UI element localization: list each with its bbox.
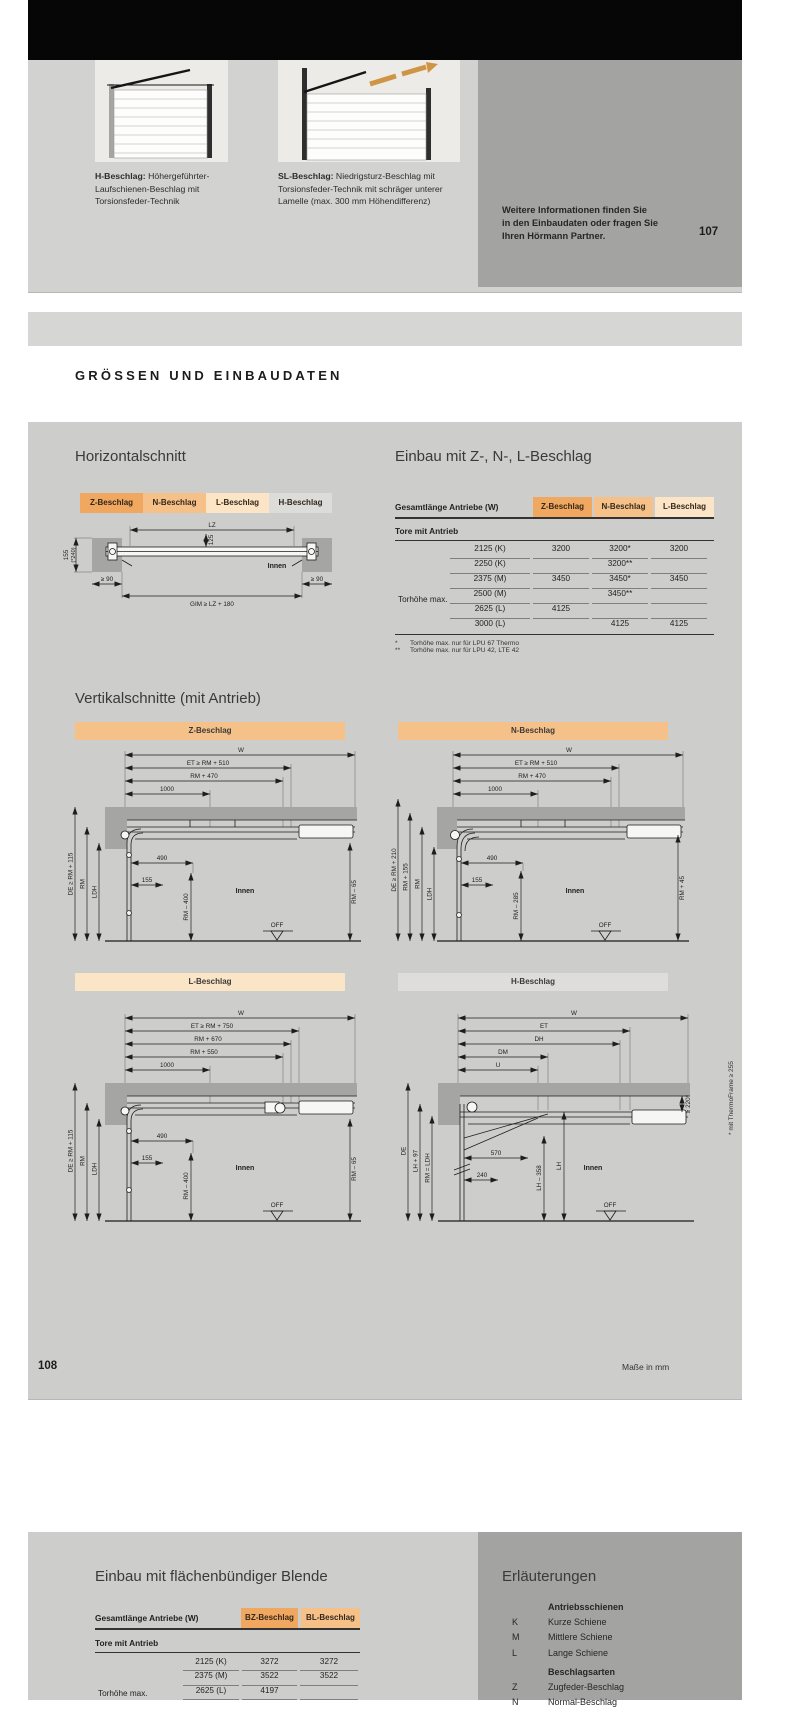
cell-z: 4125 <box>533 604 589 619</box>
col-header-antriebe: Gesamtlänge Antriebe (W) <box>395 502 499 512</box>
footnote-text: Torhöhe max. nur für LPU 67 Thermo <box>410 640 520 647</box>
page-107-shadow <box>28 292 742 293</box>
page-number-107: 107 <box>699 226 719 238</box>
structure <box>438 1083 694 1221</box>
dim-et: ET ≥ RM + 510 <box>514 760 558 767</box>
dim-155: 155 <box>471 877 483 884</box>
page-107-sidebar <box>478 60 742 287</box>
einbau-table-header <box>395 497 714 517</box>
cell-l: 4125 <box>669 618 689 628</box>
tab-h-beschlag[interactable]: H-Beschlag <box>269 493 332 513</box>
off-label: OFF <box>603 1202 617 1209</box>
einbau-table <box>395 497 714 654</box>
table-row <box>95 1671 360 1686</box>
cell-height: 2625 (L) <box>450 604 530 619</box>
cell-height: 2375 (M) <box>450 574 530 589</box>
legend-group1-title <box>512 1602 722 1617</box>
off-label: OFF <box>270 1202 284 1209</box>
dim-ldh: LDH <box>426 887 434 901</box>
structure <box>105 1083 361 1221</box>
info-note-line3: Ihren Hörmann Partner. <box>502 231 606 241</box>
dim-220: ≥ 220* <box>685 1094 692 1114</box>
divider <box>95 1652 360 1653</box>
cell-l <box>651 589 707 604</box>
col-header-antriebe: Gesamtlänge Antriebe (W) <box>95 1613 199 1623</box>
n-beschlag-diagram <box>390 743 693 963</box>
sl-beschlag-caption-label: SL-Beschlag: <box>278 171 334 181</box>
sl-beschlag-caption-text: Niedrigsturz-Beschlag mit Torsionsfeder-Technik mit schräger unterer Lamelle (max. 300 mm Höhendifferenz) <box>278 171 443 206</box>
table-row <box>395 619 714 634</box>
innen-label: Innen <box>267 563 287 570</box>
beschlag-tabs <box>80 493 332 513</box>
dim-125: 125 <box>208 534 215 546</box>
page-108-top-strip <box>28 312 742 346</box>
dim-et: ET <box>539 1023 549 1030</box>
cell-l: 3450 <box>651 574 707 589</box>
page-108-heading-band <box>28 346 742 422</box>
section-tore-mit-antrieb: Tore mit Antrieb <box>395 525 459 536</box>
tab-l-beschlag[interactable]: L-Beschlag <box>206 493 269 513</box>
dim-rm-65: RM – 65 <box>351 880 358 904</box>
cell-bl <box>300 1686 358 1701</box>
off-symbol <box>263 1202 293 1220</box>
legend <box>512 1602 722 1712</box>
legend-key: N <box>512 1697 519 1708</box>
off-symbol <box>596 1202 626 1220</box>
innen-label: Innen <box>565 888 585 895</box>
door-post-left <box>302 68 307 160</box>
cell-n: 3200* <box>592 544 648 559</box>
dim-1000: 1000 <box>159 786 175 793</box>
dim-w: W <box>238 747 244 754</box>
h-beschlag-caption-text: Höhergeführter-Laufschienen-Beschlag mit Torsionsfeder-Technik <box>95 171 210 206</box>
dim-rm-285: RM – 285 <box>513 892 520 920</box>
page-108-shadow <box>28 1399 742 1400</box>
dim-240: (*240) <box>71 547 77 563</box>
dim-rm45: RM + 45 <box>679 876 686 900</box>
dim-lh97: LH + 97 <box>412 1149 420 1173</box>
h-beschlag-illustration <box>95 60 228 162</box>
dim-ldh: LDH <box>91 885 99 899</box>
footnote-text: Torhöhe max. nur für LPU 42, LTE 42 <box>410 647 520 654</box>
blende-table <box>95 1608 360 1700</box>
legend-key: Z <box>512 1681 518 1692</box>
cell-height: 2125 (K) <box>183 1657 239 1672</box>
page-number-108: 108 <box>38 1360 58 1372</box>
cell-n: 3450** <box>592 589 648 604</box>
divider <box>395 540 714 541</box>
z-beschlag-diagram <box>65 743 365 963</box>
banner-h-beschlag: H-Beschlag <box>398 973 668 991</box>
legend-key: M <box>512 1632 520 1643</box>
dim-155: 155 <box>141 1155 153 1162</box>
dim-rm-400: RM – 400 <box>183 1172 190 1200</box>
door-post-left <box>109 84 114 158</box>
cell-bl: 3272 <box>300 1657 358 1672</box>
cell-z: 3200 <box>533 544 589 559</box>
legend-text: Kurze Schiene <box>548 1617 607 1628</box>
dim-rm670: RM + 670 <box>194 1036 222 1043</box>
structure <box>105 807 361 941</box>
door-leaf <box>307 94 426 160</box>
col-z-beschlag: Z-Beschlag <box>533 497 592 517</box>
legend-item <box>512 1697 722 1712</box>
cell-l <box>651 559 707 574</box>
dim-de: DE <box>400 1146 408 1156</box>
blende-title: Einbau mit flächenbündiger Blende <box>95 1568 328 1585</box>
divider <box>395 634 714 636</box>
dim-rm470: RM + 470 <box>518 773 546 780</box>
dim-w: W <box>571 1010 577 1017</box>
legend-item <box>512 1617 722 1632</box>
cell-n <box>592 604 648 619</box>
dim-lh: LH <box>556 1161 563 1171</box>
tab-n-beschlag[interactable]: N-Beschlag <box>143 493 206 513</box>
l-beschlag-diagram <box>65 1008 365 1243</box>
legend-group2-title <box>512 1667 722 1682</box>
table-row <box>395 544 714 559</box>
cell-n: 3450* <box>592 574 648 589</box>
table-row <box>95 1657 360 1672</box>
dim-ldh: LDH <box>91 1162 99 1176</box>
off-symbol <box>591 922 621 940</box>
dim-rm-ldh: RM = LDH <box>424 1153 432 1183</box>
banner-n-beschlag: N-Beschlag <box>398 722 668 740</box>
h-beschlag-diagram <box>398 1008 698 1243</box>
legend-key: K <box>512 1617 519 1628</box>
einbau-title: Einbau mit Z-, N-, L-Beschlag <box>395 448 592 465</box>
horizontalschnitt-title: Horizontalschnitt <box>75 448 186 465</box>
dim-90-left: ≥ 90 <box>100 576 114 583</box>
col-l-beschlag: L-Beschlag <box>655 497 714 517</box>
dim-rm: RM <box>79 879 87 889</box>
innen-label: Innen <box>235 1165 255 1172</box>
dim-et: ET ≥ RM + 750 <box>190 1023 234 1030</box>
door-leaf <box>114 90 207 158</box>
dim-lh-358: LH – 358 <box>536 1165 543 1191</box>
einbau-table-body <box>395 544 714 634</box>
cell-z: 3450 <box>533 574 589 589</box>
cell-z <box>533 619 589 634</box>
cell-bz: 3272 <box>242 1657 297 1672</box>
tab-z-beschlag[interactable]: Z-Beschlag <box>80 493 143 513</box>
door-post-right <box>426 88 431 160</box>
cell-bl: 3522 <box>300 1671 358 1686</box>
sl-beschlag-caption <box>278 170 470 208</box>
off-label: OFF <box>598 922 612 929</box>
h-beschlag-door-drawing <box>95 60 228 162</box>
dim-rm-65: RM – 65 <box>351 1157 358 1181</box>
cell-height: 2500 (M) <box>450 589 530 604</box>
info-note-line1: Weitere Informationen finden Sie <box>502 205 647 215</box>
legend-item <box>512 1682 722 1697</box>
cell-height: 2375 (M) <box>183 1671 239 1686</box>
row-label-torhoehe: Torhöhe max. <box>98 1688 148 1698</box>
legend-text: Zugfeder-Beschlag <box>548 1681 625 1692</box>
legend-group-title: Antriebsschienen <box>548 1602 624 1612</box>
dim-rm-400: RM – 400 <box>183 893 190 921</box>
structure <box>437 807 689 941</box>
dim-1000: 1000 <box>487 786 503 793</box>
door-post-right <box>207 84 212 158</box>
dim-lz: LZ <box>208 522 216 529</box>
dim-u: U <box>495 1062 501 1069</box>
off-label: OFF <box>270 922 284 929</box>
dim-dh: DH <box>534 1036 544 1043</box>
dim-de: DE ≥ RM + 115 <box>67 852 75 896</box>
dim-et: ET ≥ RM + 510 <box>186 760 230 767</box>
col-bl-beschlag: BL-Beschlag <box>301 1608 360 1628</box>
blende-table-header <box>95 1608 360 1628</box>
cell-bz: 3522 <box>242 1671 297 1686</box>
off-symbol <box>263 922 293 940</box>
cell-height: 2125 (K) <box>450 544 530 559</box>
dim-dm: DM <box>498 1049 508 1056</box>
dim-rm: RM <box>79 1156 87 1166</box>
legend-group-title: Beschlagsarten <box>548 1666 616 1677</box>
table-row <box>395 604 714 619</box>
col-n-beschlag: N-Beschlag <box>594 497 653 517</box>
dim-rm155: RM + 155 <box>402 863 410 891</box>
horizontalschnitt-drawing <box>62 518 362 615</box>
col-bz-beschlag: BZ-Beschlag <box>241 1608 298 1628</box>
h-beschlag-caption <box>95 170 237 208</box>
dim-w: W <box>238 1010 244 1017</box>
dim-de: DE ≥ RM + 115 <box>67 1129 75 1173</box>
table-row <box>395 574 714 589</box>
sl-beschlag-door-drawing <box>278 60 460 162</box>
innen-label: Innen <box>583 1165 603 1172</box>
thermoframe-note: * mit ThermoFrame ≥ 255 <box>728 1061 735 1135</box>
track-arm <box>304 72 366 92</box>
erlaeuterungen-title: Erläuterungen <box>502 1568 597 1585</box>
dim-490: 490 <box>486 855 498 862</box>
vertikalschnitte-title: Vertikalschnitte (mit Antrieb) <box>75 690 261 707</box>
footnote-mark: ** <box>395 647 401 654</box>
cell-height: 2625 (L) <box>183 1686 239 1701</box>
cell-height: 2250 (K) <box>450 559 530 574</box>
dim-90-right: ≥ 90 <box>310 576 324 583</box>
dim-w: W <box>566 747 572 754</box>
blende-table-body <box>95 1657 360 1701</box>
info-note-line2: in den Einbaudaten oder fragen Sie <box>502 218 659 228</box>
dim-gim: GIM ≥ LZ + 180 <box>190 601 234 608</box>
dim-490: 490 <box>156 1133 168 1140</box>
dim-570: 570 <box>490 1150 502 1157</box>
dim-rm550: RM + 550 <box>190 1049 218 1056</box>
dim-155: 155 <box>63 549 70 561</box>
dim-155: 155 <box>141 877 153 884</box>
section-heading: GRÖSSEN UND EINBAUDATEN <box>75 368 343 383</box>
banner-z-beschlag: Z-Beschlag <box>75 722 345 740</box>
legend-text: Lange Schiene <box>548 1647 609 1658</box>
banner-l-beschlag: L-Beschlag <box>75 973 345 991</box>
dim-de: DE ≥ RM + 210 <box>390 848 398 892</box>
top-black-band <box>28 0 742 60</box>
dim-490: 490 <box>156 855 168 862</box>
legend-item <box>512 1648 722 1663</box>
dim-rm470: RM + 470 <box>190 773 218 780</box>
dim-1000: 1000 <box>159 1062 175 1069</box>
innen-label: Innen <box>235 888 255 895</box>
einbau-footnotes <box>395 640 714 654</box>
cell-z <box>533 559 589 574</box>
units-note: Maße in mm <box>622 1362 670 1372</box>
cell-bz: 4197 <box>242 1686 297 1701</box>
footnote-mark: * <box>395 640 398 647</box>
h-beschlag-caption-label: H-Beschlag: <box>95 171 146 181</box>
cell-height: 3000 (L) <box>474 618 506 628</box>
legend-item <box>512 1632 722 1647</box>
dim-240: 240 <box>476 1172 488 1179</box>
info-note <box>502 204 717 243</box>
cell-n: 4125 <box>610 618 630 628</box>
section-tore-mit-antrieb: Tore mit Antrieb <box>95 1637 159 1648</box>
cell-l: 3200 <box>651 544 707 559</box>
sl-beschlag-illustration <box>278 60 460 162</box>
legend-key: L <box>512 1647 518 1658</box>
table-row <box>395 559 714 574</box>
cell-n: 3200** <box>592 559 648 574</box>
row-label-torhoehe: Torhöhe max. <box>398 594 448 604</box>
legend-text: Normal-Beschlag <box>548 1697 618 1708</box>
dim-rm: RM <box>414 879 422 889</box>
cell-z <box>533 589 589 604</box>
cell-l <box>651 604 707 619</box>
orange-arrow <box>370 62 438 84</box>
legend-text: Mittlere Schiene <box>548 1632 613 1643</box>
